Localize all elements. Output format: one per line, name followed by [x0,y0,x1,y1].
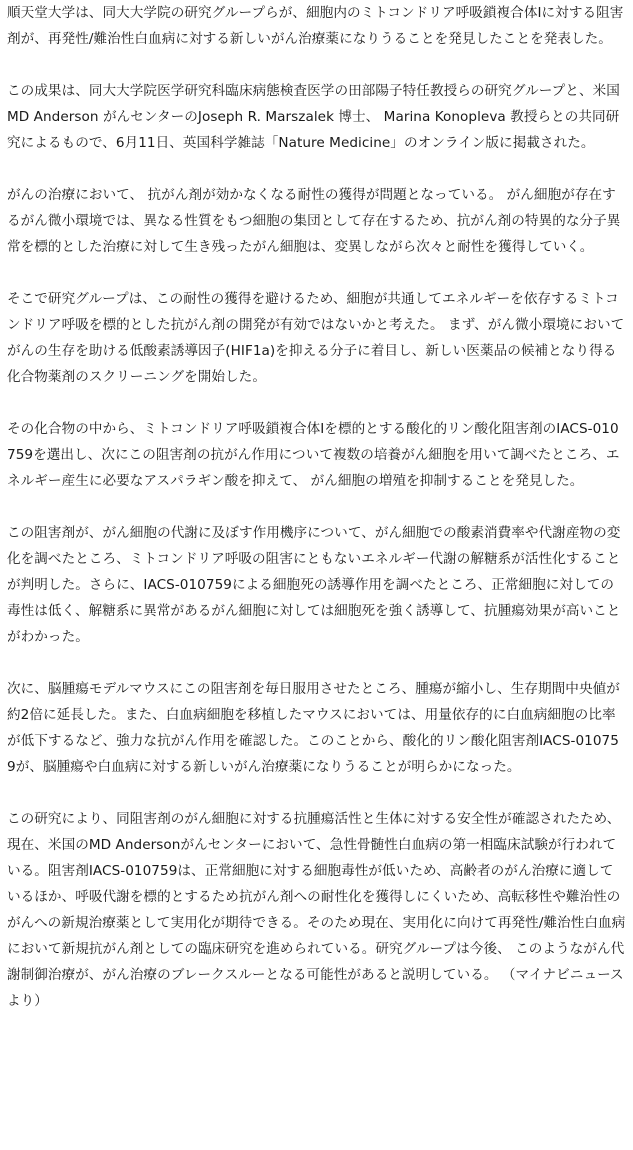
paragraph-6: この阻害剤が、がん細胞の代謝に及ぼす作用機序について、がん細胞での酸素消費率や代謝産物の変化を調べたところ、ミトコンドリア呼吸の阻害にともないエネルギー代謝の解糖系が活性化することが判明した。さらに、IACS-010759による細胞死の誘導作用を調べたところ、正常細胞に対しての毒性は低く、解糖系に異常があるがん細胞に対しては細胞死を強く誘導して、抗腫瘍効果が高いことがわかった。 [7,525,621,645]
paragraph-8: この研究により、同阻害剤のがん細胞に対する抗腫瘍活性と生体に対する安全性が確認されたため、現在、米国のMD Andersonがんセンターにおいて、急性骨髄性白血病の第一相臨床試験が行われている。阻害剤IACS-010759は、正常細胞に対する細胞毒性が低いため、高齢者のがん治療に適しているほか、呼吸代謝を標的とするため抗がん剤への耐性化を獲得しにくいため、高転移性や難治性のがんへの新規治療薬として実用化が期待できる。そのため現在、実用化に向けて再発性/難治性白血病において新規抗がん剤としての臨床研究を進められている。研究グループは今後、 このようながん代謝制御治療が、がん治療のブレークスルーとなる可能性があると説明している。 （マイナビニュースより） [7,811,626,1009]
paragraph-3: がんの治療において、 抗がん剤が効かなくなる耐性の獲得が問題となっている。 がん細胞が存在するがん微小環境では、異なる性質をもつ細胞の集団として存在するため、抗がん剤の特異的な分子異常を標的とした治療に対して生き残ったがん細胞は、変異しながら次々と耐性を獲得していく。 [7,187,621,255]
paragraph-7: 次に、脳腫瘍モデルマウスにこの阻害剤を毎日服用させたところ、腫瘍が縮小し、生存期間中央値が約2倍に延長した。また、白血病細胞を移植したマウスにおいては、用量依存的に白血病細胞の比率が低下するなど、強力な抗がん作用を確認した。このことから、酸化的リン酸化阻害剤IACS-010759が、脳腫瘍や白血病に対する新しいがん治療薬になりうることが明らかになった。 [7,681,620,775]
paragraph-5: その化合物の中から、ミトコンドリア呼吸鎖複合体Iを標的とする酸化的リン酸化阻害剤のIACS-010759を選出し、次にこの阻害剤の抗がん作用について複数の培養がん細胞を用いて調べたところ、エネルギー産生に必要なアスパラギン酸を抑えて、 がん細胞の増殖を抑制することを発見した。 [7,421,620,489]
paragraph-2: この成果は、同大大学院医学研究科臨床病態検査医学の田部陽子特任教授らの研究グループと、米国MD Anderson がんセンターのJoseph R. Marszalek 博士、 Marina Konopleva 教授らとの共同研究によるもので、6月11日、英国科学雑誌「Nature Medicine」のオンライン版に掲載された。 [7,83,620,151]
paragraph-4: そこで研究グループは、この耐性の獲得を避けるため、細胞が共通してエネルギーを依存するミトコンドリア呼吸を標的とした抗がん剤の開発が有効ではないかと考えた。 まず、がん微小環境においてがんの生存を助ける低酸素誘導因子(HIF1a)を抑える分子に着目し、新しい医薬品の候補となり得る化合物薬剤のスクリーニングを開始した。 [7,291,625,385]
paragraph-1: 順天堂大学は、同大大学院の研究グループらが、細胞内のミトコンドリア呼吸鎖複合体Iに対する阻害剤が、再発性/難治性白血病に対する新しいがん治療薬になりうることを発見したことを発表した。 [7,5,624,47]
